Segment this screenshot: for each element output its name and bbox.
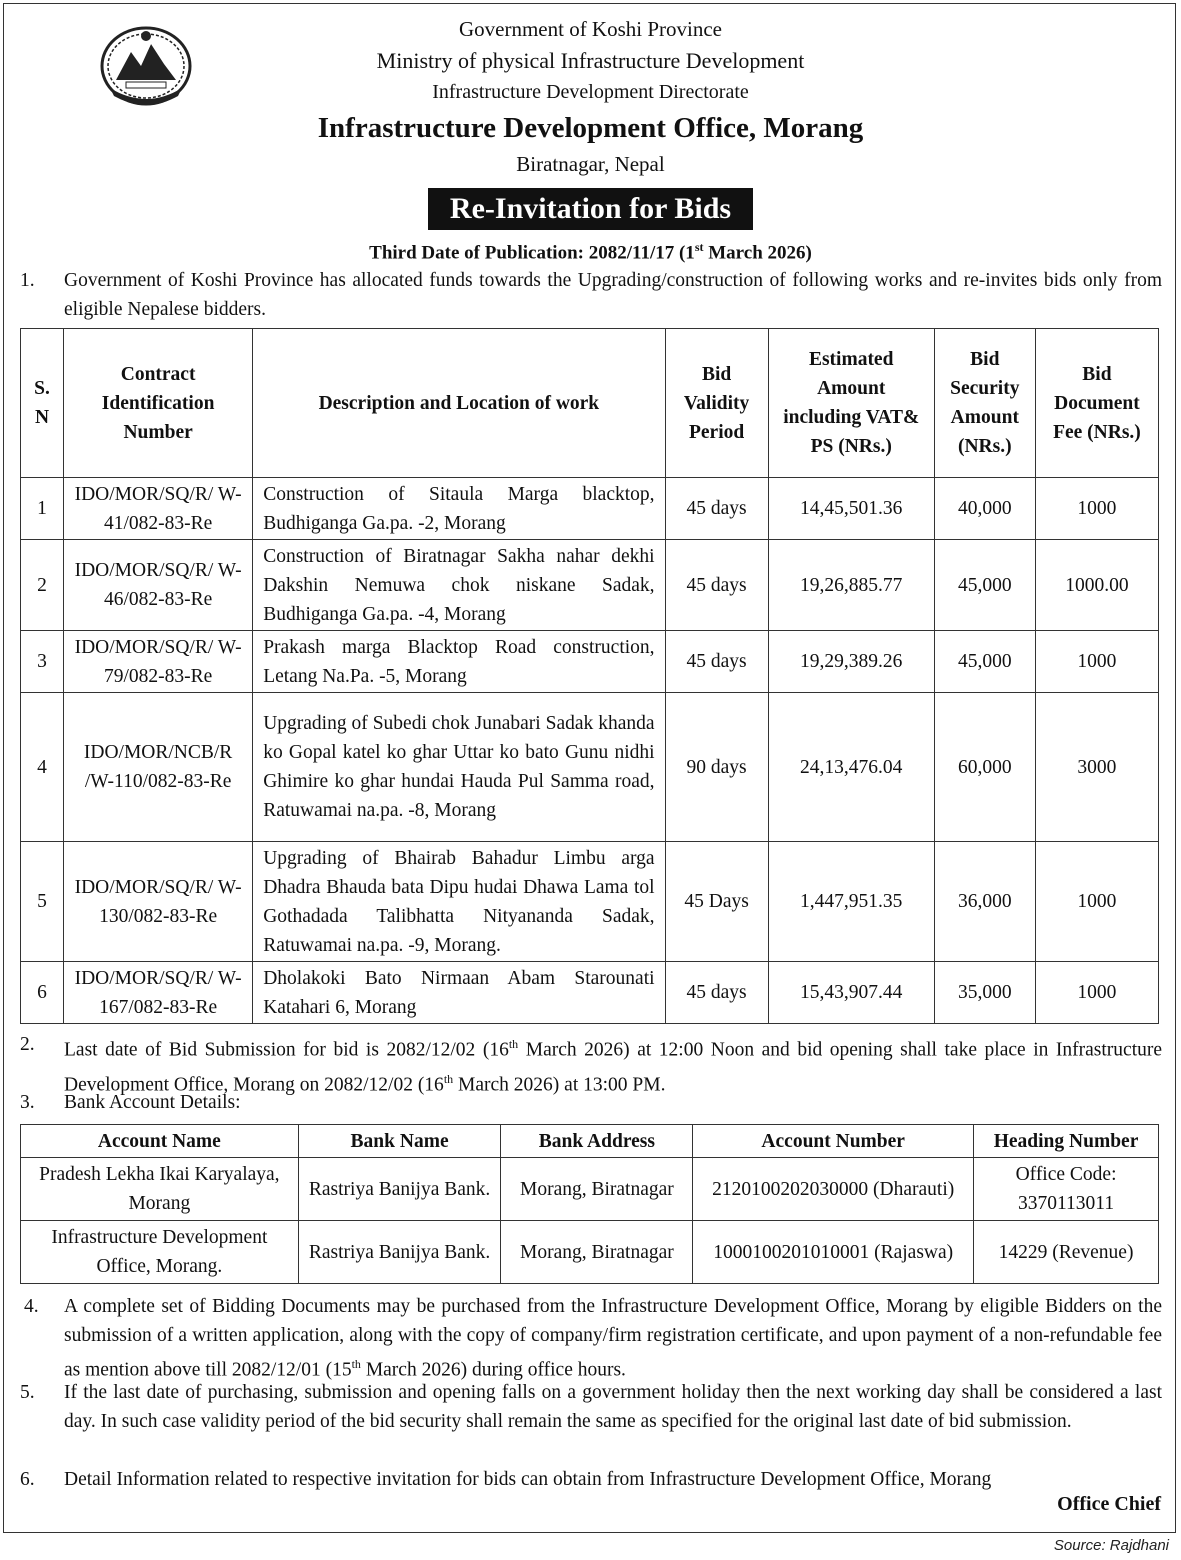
cell-contract-id: IDO/MOR/NCB/R /W-110/082-83-Re (64, 693, 253, 842)
cell-validity: 45 days (665, 631, 768, 693)
cell-description: Upgrading of Subedi chok Junabari Sadak khanda ko Gopal katel ko ghar Uttar ko bato Gunu nidhi Ghimire ko ghar hundai Hauda Pul Samma road, Ratuwamai na.pa. -8, Morang (253, 693, 665, 842)
cell-fee: 1000 (1035, 478, 1158, 540)
cell-security: 40,000 (934, 478, 1035, 540)
cell-estimate: 19,29,389.26 (768, 631, 934, 693)
cell-description: Dholakoki Bato Nirmaan Abam Starounati Katahari 6, Morang (253, 962, 665, 1024)
cell-estimate: 15,43,907.44 (768, 962, 934, 1024)
cell-contract-id: IDO/MOR/SQ/R/ W-130/082-83-Re (64, 842, 253, 962)
th-bank-name: Bank Name (298, 1125, 501, 1158)
cell-fee: 1000.00 (1035, 540, 1158, 631)
cell-validity: 45 days (665, 540, 768, 631)
table-row (21, 842, 1159, 962)
para6-number: 6. (20, 1469, 35, 1490)
cell-sn: 4 (21, 693, 64, 842)
cell-fee: 1000 (1035, 842, 1158, 962)
cell-estimate: 1,447,951.35 (768, 842, 934, 962)
para2-text: Last date of Bid Submission for bid is 2082/12/02 (16th March 2026) at 12:00 Noon and bid opening shall take place in Infrastructure Development Office, Morang on 2082/12/02 (16th March 2026) at 13:00 PM. (64, 1037, 1163, 1095)
cell-heading-number: 14229 (Revenue) (974, 1221, 1159, 1284)
cell-contract-id: IDO/MOR/SQ/R/ W-41/082-83-Re (64, 478, 253, 540)
th-sn: S. N (21, 329, 64, 478)
cell-security: 45,000 (934, 631, 1035, 693)
cell-security: 45,000 (934, 540, 1035, 631)
cell-contract-id: IDO/MOR/SQ/R/ W-167/082-83-Re (64, 962, 253, 1024)
cell-sn: 6 (21, 962, 64, 1024)
cell-validity: 90 days (665, 693, 768, 842)
cell-heading-number: Office Code: 3370113011 (974, 1158, 1159, 1221)
para4-number: 4. (24, 1296, 39, 1317)
cell-sn: 2 (21, 540, 64, 631)
cell-estimate: 24,13,476.04 (768, 693, 934, 842)
cell-bank-address: Morang, Biratnagar (501, 1158, 693, 1221)
cell-account-name: Pradesh Lekha Ikai Karyalaya, Morang (21, 1158, 299, 1221)
th-description: Description and Location of work (253, 329, 665, 478)
table-row (21, 962, 1159, 1024)
cell-validity: 45 days (665, 478, 768, 540)
cell-account-number: 2120100202030000 (Dharauti) (693, 1158, 974, 1221)
cell-bank-name: Rastriya Banijya Bank. (298, 1158, 501, 1221)
th-account-number: Account Number (693, 1125, 974, 1158)
cell-sn: 5 (21, 842, 64, 962)
cell-security: 35,000 (934, 962, 1035, 1024)
cell-bank-address: Morang, Biratnagar (501, 1221, 693, 1284)
para6-text: Detail Information related to respective invitation for bids can obtain from Infrastructure Development Office, Morang (64, 1469, 992, 1490)
th-estimate: Estimated Amount including VAT& PS (NRs.) (768, 329, 934, 478)
para1-number: 1. (20, 270, 35, 291)
para3-text: Bank Account Details: (64, 1092, 241, 1113)
cell-account-number: 1000100201010001 (Rajaswa) (693, 1221, 974, 1284)
th-contract-id: Contract Identification Number (64, 329, 253, 478)
cell-sn: 1 (21, 478, 64, 540)
para2-number: 2. (20, 1034, 35, 1055)
para4-text: A complete set of Bidding Documents may be purchased from the Infrastructure Development Office, Morang by eligible Bidders on the submission of a written application, along with the copy of company/firm registration certificate, and upon payment of a non-refundable fee as mention above till 2082/12/01 (15th March 2026) during office hours. (64, 1296, 1162, 1381)
bank-table-header (21, 1125, 1159, 1158)
office-location: Biratnagar, Nepal (516, 152, 665, 176)
cell-estimate: 14,45,501.36 (768, 478, 934, 540)
cell-contract-id: IDO/MOR/SQ/R/ W-46/082-83-Re (64, 540, 253, 631)
govt-name: Government of Koshi Province (458, 17, 723, 41)
cell-description: Construction of Sitaula Marga blacktop, Budhiganga Ga.pa. -2, Morang (253, 478, 665, 540)
th-bank-address: Bank Address (501, 1125, 693, 1158)
cell-bank-name: Rastriya Banijya Bank. (298, 1221, 501, 1284)
table-row (21, 631, 1159, 693)
th-security: Bid Security Amount (NRs.) (934, 329, 1035, 478)
works-table (20, 328, 1159, 1024)
cell-fee: 1000 (1035, 962, 1158, 1024)
para5-number: 5. (20, 1382, 35, 1403)
ministry-name: Ministry of physical Infrastructure Development (376, 48, 805, 73)
cell-security: 60,000 (934, 693, 1035, 842)
bank-table (20, 1124, 1159, 1284)
table-row (21, 1221, 1159, 1284)
table-row (21, 693, 1159, 842)
works-table-header (21, 329, 1159, 478)
source-credit: Source: Rajdhani (1053, 1537, 1169, 1554)
cell-sn: 3 (21, 631, 64, 693)
directorate-name: Infrastructure Development Directorate (432, 81, 749, 103)
cell-fee: 3000 (1035, 693, 1158, 842)
para1-text: Government of Koshi Province has allocated funds towards the Upgrading/construction of following works and re-invites bids only from eligible Nepalese bidders. (64, 270, 1162, 320)
cell-description: Construction of Biratnagar Sakha nahar dekhi Dakshin Nemuwa chok niskane Sadak, Budhiganga Ga.pa. -4, Morang (253, 540, 665, 631)
cell-account-name: Infrastructure Development Office, Morang. (21, 1221, 299, 1284)
th-fee: Bid Document Fee (NRs.) (1035, 329, 1158, 478)
para5-text: If the last date of purchasing, submission and opening falls on a government holiday then the next working day shall be considered a last day. In such case validity period of the bid security shall remain the same as specified for the original last date of bid submission. (64, 1382, 1162, 1432)
th-heading-number: Heading Number (974, 1125, 1159, 1158)
office-name: Infrastructure Development Office, Morang (317, 112, 864, 144)
cell-description: Prakash marga Blacktop Road construction, Letang Na.Pa. -5, Morang (253, 631, 665, 693)
th-account-name: Account Name (21, 1125, 299, 1158)
notice-title: Re-Invitation for Bids (428, 188, 753, 230)
cell-fee: 1000 (1035, 631, 1158, 693)
cell-description: Upgrading of Bhairab Bahadur Limbu arga Dhadra Bhauda bata Dipu hudai Dhawa Lama tol Gothadada Talibhatta Nityananda Sadak, Ratuwamai na.pa. -9, Morang. (253, 842, 665, 962)
signature: Office Chief (1057, 1493, 1161, 1515)
table-row (21, 1158, 1159, 1221)
cell-validity: 45 days (665, 962, 768, 1024)
cell-validity: 45 Days (665, 842, 768, 962)
publication-date: Third Date of Publication: 2082/11/17 (1st March 2026) (369, 240, 812, 264)
table-row (21, 478, 1159, 540)
para3-number: 3. (20, 1092, 35, 1113)
cell-security: 36,000 (934, 842, 1035, 962)
th-validity: Bid Validity Period (665, 329, 768, 478)
cell-estimate: 19,26,885.77 (768, 540, 934, 631)
table-row (21, 540, 1159, 631)
cell-contract-id: IDO/MOR/SQ/R/ W-79/082-83-Re (64, 631, 253, 693)
